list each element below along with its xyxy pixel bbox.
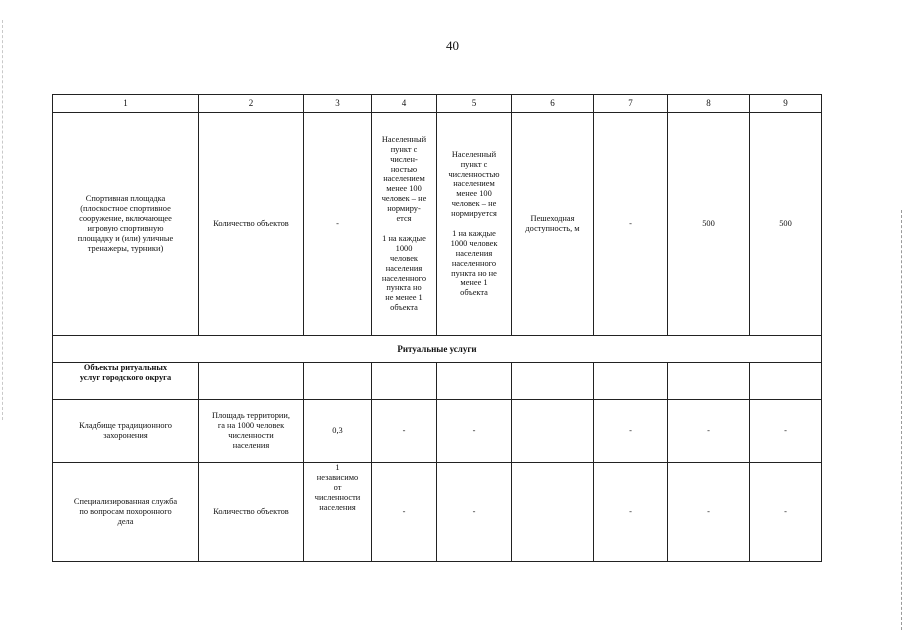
- table-row-cemetery: [53, 400, 822, 463]
- value-cell: -: [594, 400, 668, 463]
- value-cell: -: [372, 463, 437, 562]
- object-name-cell: Специализированная служба по вопросам похоронного дела: [53, 463, 199, 562]
- indicator-cell: Количество объектов: [199, 463, 304, 562]
- table-row-funeral-service: [53, 463, 822, 562]
- header-cell: 5: [437, 95, 512, 113]
- empty-cell: [437, 363, 512, 400]
- group-row: [53, 363, 822, 400]
- value-cell: [512, 400, 594, 463]
- value-cell: -: [594, 113, 668, 336]
- scan-edge-right: [901, 210, 902, 630]
- empty-cell: [750, 363, 822, 400]
- value-cell: 0,3: [304, 400, 372, 463]
- empty-cell: [304, 363, 372, 400]
- value-cell: -: [750, 463, 822, 562]
- header-cell: 3: [304, 95, 372, 113]
- value-cell: -: [437, 463, 512, 562]
- value-cell: -: [304, 113, 372, 336]
- value-cell: Населенный пункт с численностью населением менее 100 человек – не нормируется 1 на каждые 1000 человек населения населенного пункта но не менее 1 объекта: [437, 113, 512, 336]
- section-row: [53, 336, 822, 363]
- header-cell: 2: [199, 95, 304, 113]
- section-title: Ритуальные услуги: [53, 336, 822, 363]
- indicator-cell: Количество объектов: [199, 113, 304, 336]
- value-cell: -: [437, 400, 512, 463]
- value-cell: Населенный пункт с числен- ностью населением менее 100 человек – не нормиру- ется 1 на каждые 1000 человек населения населенного пункта но не менее 1 объекта: [372, 113, 437, 336]
- value-cell: 500: [668, 113, 750, 336]
- object-name-cell: Кладбище традиционного захоронения: [53, 400, 199, 463]
- value-cell: 1 независимо от численности населения: [304, 463, 372, 562]
- header-cell: 8: [668, 95, 750, 113]
- object-name-cell: Спортивная площадка (плоскостное спортивное сооружение, включающее игровую спортивную площадку и (или) уличные тренажеры, турники): [53, 113, 199, 336]
- value-cell: -: [594, 463, 668, 562]
- header-cell: 6: [512, 95, 594, 113]
- page-number: 40: [446, 38, 459, 53]
- empty-cell: [372, 363, 437, 400]
- empty-cell: [512, 363, 594, 400]
- accessibility-indicator-cell: Пешеходная доступность, м: [512, 113, 594, 336]
- group-title: Объекты ритуальных услуг городского округа: [53, 363, 199, 400]
- empty-cell: [668, 363, 750, 400]
- value-cell: -: [668, 463, 750, 562]
- header-cell: 4: [372, 95, 437, 113]
- header-row: [53, 95, 822, 113]
- header-cell: 9: [750, 95, 822, 113]
- indicator-cell: Площадь территории, га на 1000 человек численности населения: [199, 400, 304, 463]
- value-cell: 500: [750, 113, 822, 336]
- empty-cell: [199, 363, 304, 400]
- header-cell: 7: [594, 95, 668, 113]
- table-row-sport-ground: [53, 113, 822, 336]
- value-cell: -: [750, 400, 822, 463]
- value-cell: [512, 463, 594, 562]
- value-cell: -: [668, 400, 750, 463]
- empty-cell: [594, 363, 668, 400]
- scan-edge-left: [2, 20, 3, 420]
- value-cell: -: [372, 400, 437, 463]
- header-cell: 1: [53, 95, 199, 113]
- norms-table: [52, 94, 822, 562]
